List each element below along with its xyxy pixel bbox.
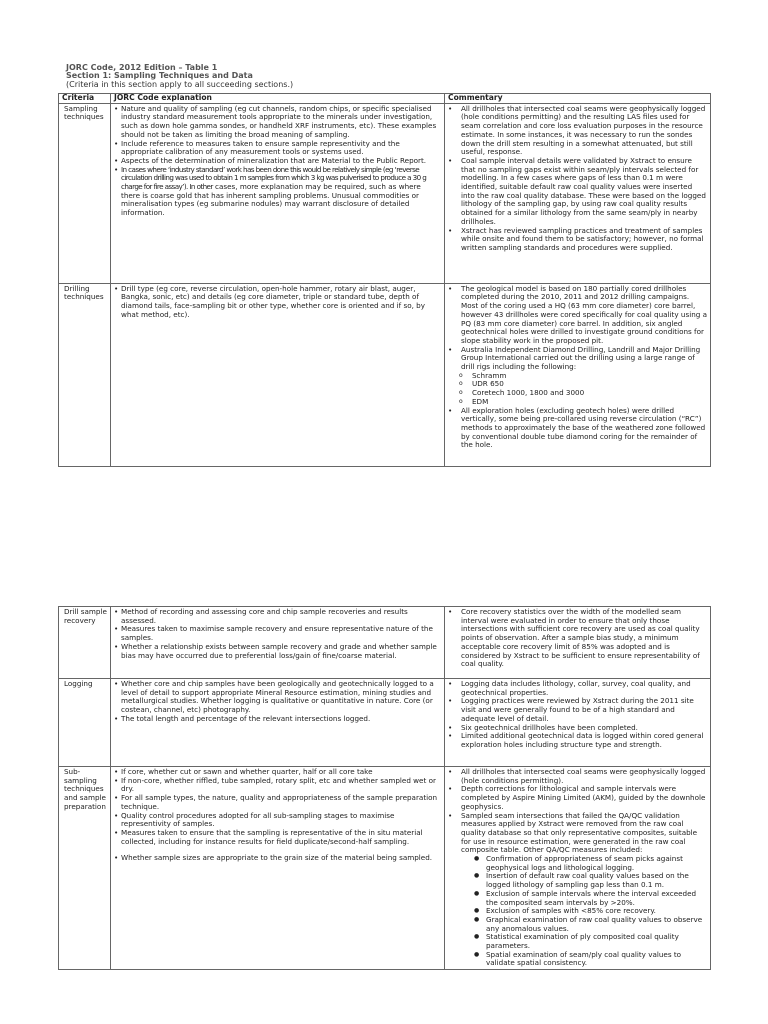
list-item: • Measures taken to ensure that the sampling is representative of the in situ material collected, including for instance results for field duplicate/second-half sampling. (114, 829, 441, 846)
list-item: • Drill type (eg core, reverse circulation, open-hole hammer, rotary air blast, auger, Bangka, sonic, etc) and details (eg core diameter, triple or standard tube, depth of diamond tails, face-sampling bit or other type, whether core is oriented and if so, by what method, etc). (114, 285, 441, 320)
explanation-cell (111, 679, 445, 767)
list-item: • All drillholes that intersected coal seams were geophysically logged (hole conditions permitting). (448, 768, 707, 785)
list-item: • Depth corrections for lithological and sample intervals were completed by Aspire Mining Limited (AKM), guided by the downhole geophysics. (448, 785, 707, 811)
explanation-tail: cases, more explanation may be required, such as where there is coarse gold that has inherent sampling problems. Unusual commodities or mineralisation types (eg submarine nodules) may warrant disclosure of detailed information. (121, 182, 421, 218)
criteria-table-part-2 (58, 606, 711, 970)
rig-item: o Coretech 1000, 1800 and 3000 (459, 389, 707, 398)
list-item: • Quality control procedures adopted for all sub-sampling stages to maximise representivity of samples. (114, 812, 441, 829)
explanation-cell (111, 283, 445, 466)
list-item: • Whether a relationship exists between sample recovery and grade and whether sample bias may have occurred due to preferential loss/gain of fine/coarse material. (114, 643, 441, 660)
list-item: • Limited additional geotechnical data is logged within cored general exploration holes including structure type and strength. (448, 732, 707, 749)
list-item: • Coal sample interval details were validated by Xstract to ensure that no sampling gaps exist within seam/ply intervals selected for modelling. In a few cases where gaps of less than 0.1 m were identified, suitable default raw coal quality values were inserted into the raw coal quality database. These were based on the logged lithology of the sampling gap, by using raw coal quality results obtained for a similar lithology from the same seam/ply in nearby drillholes. (448, 157, 707, 227)
list-item: • For all sample types, the nature, quality and appropriateness of the sample preparation technique. (114, 794, 441, 811)
commentary-cell (445, 103, 711, 283)
criteria-cell: Sampling techniques (59, 103, 111, 283)
list-item: • Logging practices were reviewed by Xstract during the 2011 site visit and were generally found to be of a high standard and adequate level of detail. (448, 697, 707, 723)
header-explanation: JORC Code explanation (111, 94, 445, 104)
commentary-cell (445, 679, 711, 767)
criteria-cell: Drilling techniques (59, 283, 111, 466)
list-item: • Nature and quality of sampling (eg cut channels, random chips, or specific specialised industry standard measurement tools appropriate to the minerals under investigation, such as down hole gamma sondes, or handheld XRF instruments, etc). These examples should not be taken as limiting the broad meaning of sampling. (114, 105, 441, 140)
section-title: Section 1: Sampling Techniques and Data (66, 71, 253, 81)
qaqc-item: ● Insertion of default raw coal quality values based on the logged lithology of sampling gap less than 0.1 m. (474, 872, 707, 889)
list-item (114, 166, 441, 218)
list-item: • Six geotechnical drillholes have been completed. (448, 724, 707, 733)
qaqc-item: ● Exclusion of sample intervals where the interval exceeded the composited seam intervals by >20%. (474, 890, 707, 907)
list-item: • If core, whether cut or sawn and whether quarter, half or all core take (114, 768, 441, 777)
section-note: (Criteria in this section apply to all succeeding sections.) (66, 79, 294, 89)
list-item: • Logging data includes lithology, collar, survey, coal quality, and geotechnical properties. (448, 680, 707, 697)
qaqc-item: ● Graphical examination of raw coal quality values to observe any anomalous values. (474, 916, 707, 933)
list-item: • Whether sample sizes are appropriate to the grain size of the material being sampled. (114, 854, 441, 863)
list-item: • Sampled seam intersections that failed the QA/QC validation measures applied by Xstract were removed from the raw coal quality database so that only representative composites, suitable for use in resource estimation, were generated in the raw coal composite table. Other QA/QC measures included: (448, 812, 707, 856)
table-row-drilling (59, 283, 711, 466)
criteria-cell: Logging (59, 679, 111, 767)
rig-item: o EDM (459, 398, 707, 407)
commentary-cell (445, 607, 711, 679)
list-item: • All drillholes that intersected coal seams were geophysically logged (hole conditions permitting) and the resulting LAS files used for seam correlation and core loss evaluation purposes in the resource estimate. In some instances, it was necessary to run the sondes down the drill stem resulting in a somewhat attenuated, but still useful, response. (448, 105, 707, 157)
list-item: • The geological model is based on 180 partially cored drillholes completed during the 2010, 2011 and 2012 drilling campaigns. Most of the coring used a HQ (63 mm core diameter) core barrel, however 43 drillholes were cored specifically for coal quality using a PQ (83 mm core diameter) core barrel. In addition, six angled geotechnical holes were drilled to investigate ground conditions for slope stability work in the proposed pit. (448, 285, 707, 346)
list-item: • Xstract has reviewed sampling practices and treatment of samples while onsite and found them to be satisfactory; however, no formal written sampling standards and procedures were supplied. (448, 227, 707, 253)
condensed-text: In cases where ‘industry standard’ work has been done this would be relatively simple (eg ‘reverse circulation drilling was used to obtain 1 m samples from which 3 kg was pulverised to produce a 30 g charge for fire assay’). In other (121, 164, 427, 192)
list-item: • Measures taken to maximise sample recovery and ensure representative nature of the samples. (114, 625, 441, 642)
list-item: • Whether core and chip samples have been geologically and geotechnically logged to a level of detail to support appropriate Mineral Resource estimation, mining studies and metallurgical studies. Whether logging is qualitative or quantitative in nature. Core (or costean, channel, etc) photography. (114, 680, 441, 715)
table-row-subsampling (59, 767, 711, 970)
table-row-recovery (59, 607, 711, 679)
qaqc-item: ● Statistical examination of ply composited coal quality parameters. (474, 933, 707, 950)
doc-title: JORC Code, 2012 Edition – Table 1 (66, 63, 218, 72)
list-item: • All exploration holes (excluding geotech holes) were drilled vertically, some being pre-collared using reverse circulation (“RC”) methods to approximately the base of the weathered zone followed by conventional double tube diamond coring for the remainder of the hole. (448, 407, 707, 451)
explanation-cell (111, 103, 445, 283)
list-item: • Method of recording and assessing core and chip sample recoveries and results assessed. (114, 608, 441, 625)
rig-item: o Schramm (459, 372, 707, 381)
list-item: • Australia Independent Diamond Drilling, Landrill and Major Drilling Group International carried out the drilling using a large range of drill rigs including the following: (448, 346, 707, 372)
table-header-row (59, 94, 711, 104)
document-header (66, 64, 293, 89)
commentary-cell (445, 283, 711, 466)
header-commentary: Commentary (445, 94, 711, 104)
list-item: • Core recovery statistics over the width of the modelled seam interval were evaluated in order to ensure that only those intersections with sufficient core recovery are used as coal quality points of observation. After a sample bias study, a minimum acceptable core recovery limit of 85% was adopted and is considered by Xstract to be sufficient to ensure representability of coal quality. (448, 608, 707, 669)
explanation-cell (111, 607, 445, 679)
rig-item: o UDR 650 (459, 380, 707, 389)
qaqc-item: ● Confirmation of appropriateness of seam picks against geophysical logs and lithological logging. (474, 855, 707, 872)
list-item: • The total length and percentage of the relevant intersections logged. (114, 715, 441, 724)
table-row-logging (59, 679, 711, 767)
criteria-table-part-1 (58, 93, 711, 467)
list-item: • Include reference to measures taken to ensure sample representivity and the appropriate calibration of any measurement tools or systems used. (114, 140, 441, 157)
header-criteria: Criteria (59, 94, 111, 104)
table-row-sampling (59, 103, 711, 283)
criteria-cell: Drill sample recovery (59, 607, 111, 679)
criteria-cell: Sub-sampling techniques and sample preparation (59, 767, 111, 970)
list-item: • If non-core, whether riffled, tube sampled, rotary split, etc and whether sampled wet or dry. (114, 777, 441, 794)
explanation-cell (111, 767, 445, 970)
qaqc-item: ● Exclusion of samples with <85% core recovery. (474, 907, 707, 916)
list-item: • Aspects of the determination of mineralization that are Material to the Public Report. (114, 157, 441, 166)
qaqc-item: ● Spatial examination of seam/ply coal quality values to validate spatial consistency. (474, 951, 707, 968)
commentary-cell (445, 767, 711, 970)
